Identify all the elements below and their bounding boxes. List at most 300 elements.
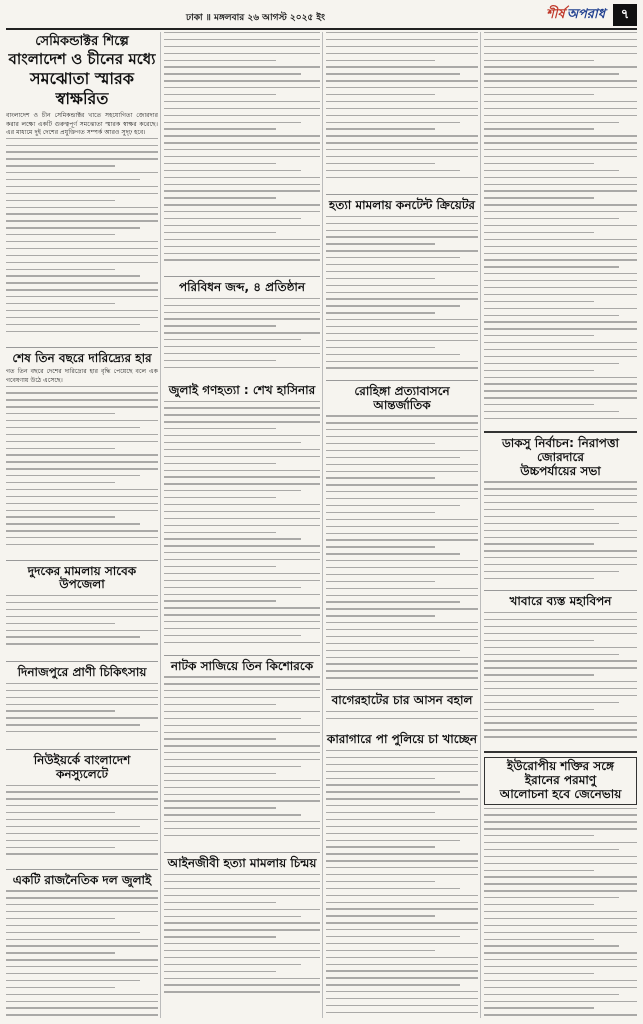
text-line [326, 367, 478, 368]
text-line [6, 911, 158, 912]
text-line [164, 197, 276, 198]
text-line [6, 952, 115, 953]
text-line [326, 784, 478, 785]
text-line [6, 234, 115, 235]
text-line [484, 966, 637, 967]
text-line [164, 318, 320, 319]
text-line [164, 122, 301, 123]
text-line [326, 805, 478, 806]
text-line [326, 539, 478, 540]
text-line [326, 957, 478, 958]
text-line [484, 814, 637, 815]
text-line [6, 200, 115, 201]
text-line [326, 73, 460, 74]
text-line [164, 594, 320, 595]
text-line [164, 497, 276, 498]
text-line [326, 833, 478, 834]
story-newyork [6, 754, 158, 865]
text-line [326, 326, 478, 327]
text-line [6, 1014, 158, 1015]
text-line [484, 377, 637, 378]
text-line [326, 991, 478, 992]
text-line [6, 165, 115, 166]
headline-newyork: নিউইয়র্কে বাংলাদেশ কনস্যুলেটে [33, 752, 131, 781]
text-line [164, 745, 320, 746]
text-line [164, 490, 301, 491]
text-line [484, 660, 637, 661]
text-line [164, 312, 320, 313]
story-lawyer-case [164, 857, 320, 1004]
text-line [6, 331, 158, 332]
text-line [164, 978, 320, 979]
text-line [164, 518, 320, 519]
text-line [484, 736, 637, 737]
text-line [6, 523, 140, 524]
text-line [484, 904, 594, 905]
text-line [164, 787, 320, 788]
text-line [484, 190, 637, 191]
text-line [326, 177, 478, 178]
masthead [6, 4, 637, 30]
text-line [484, 571, 619, 572]
text-line [326, 135, 478, 136]
text-line [326, 243, 435, 244]
text-line [6, 151, 158, 152]
text-line [326, 264, 478, 265]
text-line [326, 236, 478, 237]
text-line [484, 523, 619, 524]
text-line [6, 207, 158, 208]
text-line [484, 60, 594, 61]
text-line [6, 448, 115, 449]
text-line [484, 170, 619, 171]
text-line [164, 163, 276, 164]
text-line [6, 1001, 158, 1002]
text-line [326, 108, 478, 109]
text-line [6, 683, 158, 684]
text-line [164, 32, 320, 33]
text-line [164, 332, 320, 333]
text-line [484, 1014, 637, 1015]
text-line [6, 496, 158, 497]
text-line [326, 53, 478, 54]
text-line [164, 156, 320, 157]
text-line [6, 324, 140, 325]
text-line [326, 750, 478, 751]
text-line [484, 266, 619, 267]
story-prison [326, 733, 478, 1018]
text-line [164, 414, 320, 415]
text-line [484, 280, 637, 281]
text-line [6, 697, 158, 698]
text-line [326, 677, 478, 678]
text-line [164, 435, 320, 436]
text-line [6, 616, 158, 617]
text-line [484, 808, 637, 809]
text-line [326, 477, 435, 478]
column-divider [480, 32, 481, 1018]
text-line [326, 650, 460, 651]
text-line [326, 950, 435, 951]
text-line [326, 491, 478, 492]
text-line [164, 683, 320, 684]
text-line [484, 225, 637, 226]
text-line [326, 778, 435, 779]
text-line [326, 798, 478, 799]
text-line [6, 805, 158, 806]
text-line [326, 422, 478, 423]
headline-semiconductor: সেমিকন্ডাক্টর শিল্পে বাংলাদেশ ও চীনের মধ্যে সমঝোতা স্মারক স্বাক্ষরিত [8, 34, 156, 108]
headline-teens: নাটক সাজিয়ে তিন কিশোরকে [170, 658, 314, 673]
text-line [6, 482, 115, 483]
headline-political-party: একটি রাজনৈতিক দল জুলাই [12, 872, 152, 887]
text-line [484, 925, 637, 926]
text-line [326, 595, 478, 596]
text-line [326, 663, 478, 664]
story-july [164, 384, 320, 651]
text-line [6, 220, 158, 221]
text-line [326, 66, 478, 67]
text-line [6, 461, 158, 462]
text-line [6, 310, 158, 311]
text-line [164, 828, 320, 829]
text-line [326, 984, 460, 985]
text-line [164, 80, 320, 81]
text-line [164, 929, 320, 930]
text-line [164, 964, 301, 965]
headline-rohingya: রোহিঙ্গা প্রত্যাবাসনে আন্তর্জাতিক [354, 383, 450, 412]
text-line [326, 163, 435, 164]
text-line [484, 647, 637, 648]
text-line [164, 149, 320, 150]
text-line [326, 546, 435, 547]
text-line [164, 101, 320, 102]
text-line [164, 204, 320, 205]
text-line [326, 80, 478, 81]
text-line [484, 543, 594, 544]
text-line [164, 449, 320, 450]
text-line [326, 230, 478, 231]
text-line [484, 911, 637, 912]
text-line [164, 766, 301, 767]
text-line [326, 970, 478, 971]
text-line [6, 269, 115, 270]
text-line [484, 918, 637, 919]
text-line [164, 525, 320, 526]
text-line [164, 115, 320, 116]
text-line [326, 305, 460, 306]
text-line [164, 407, 320, 408]
text-line [164, 580, 320, 581]
text-line [6, 717, 158, 718]
text-line [164, 532, 276, 533]
text-line [484, 342, 637, 343]
text-line [6, 945, 158, 946]
text-line [164, 346, 320, 347]
text-line [326, 853, 478, 854]
text-line [6, 282, 158, 283]
text-line [6, 255, 158, 256]
text-line [326, 846, 435, 847]
text-line [326, 39, 478, 40]
text-line [326, 361, 478, 362]
newspaper-logo [546, 6, 605, 24]
text-line [326, 128, 435, 129]
text-line [326, 902, 478, 903]
text-line [6, 826, 140, 827]
text-line [484, 184, 637, 185]
headline-dinajpur: দিনাজপুরে প্রাণী চিকিৎসায় [17, 665, 147, 680]
column-divider [160, 32, 161, 1018]
text-line [326, 826, 478, 827]
text-line [6, 939, 158, 940]
text-line [164, 971, 276, 972]
text-line [6, 724, 140, 725]
text-line [484, 488, 637, 489]
text-line [326, 608, 478, 609]
text-line [164, 676, 320, 677]
text-line [164, 922, 320, 923]
text-line [326, 519, 478, 520]
text-line [6, 853, 158, 854]
headline-iran: ইউরোপীয় শক্তির সঙ্গে ইরানের পরমাণু আলোচনা হবে জেনেভায় [484, 757, 637, 804]
story-semiconductor [6, 34, 158, 343]
text-line [326, 922, 478, 923]
story-murder-case [326, 199, 478, 376]
story-bagerhat [326, 694, 478, 729]
logo-part-1: শীর্ষ [546, 6, 565, 22]
text-line [484, 363, 619, 364]
text-line [484, 959, 637, 960]
text-line [6, 213, 158, 214]
text-line [484, 397, 637, 398]
text-line [326, 636, 478, 637]
text-line [164, 442, 301, 443]
column-1 [6, 32, 158, 1018]
text-line [326, 819, 478, 820]
text-line [326, 895, 478, 896]
body-text [326, 32, 478, 190]
text-line [484, 897, 619, 898]
text-line [6, 904, 158, 905]
text-line [326, 670, 478, 671]
text-line [6, 932, 140, 933]
text-line [164, 916, 301, 917]
text-line [6, 248, 158, 249]
text-line [164, 635, 301, 636]
text-line [6, 987, 115, 988]
text-line [164, 895, 320, 896]
text-line [6, 399, 158, 400]
text-line [484, 142, 637, 143]
text-line [164, 794, 320, 795]
text-line [6, 704, 158, 705]
body-text [6, 683, 158, 745]
text-line [164, 538, 301, 539]
text-line [6, 241, 158, 242]
text-line [484, 681, 637, 682]
text-line [484, 1001, 637, 1002]
story-rohingya [326, 385, 478, 686]
text-line [164, 909, 320, 910]
text-line [164, 738, 276, 739]
text-line [484, 94, 594, 95]
text-line [164, 704, 276, 705]
text-line [484, 1007, 594, 1008]
text-line [326, 464, 478, 465]
text-line [326, 285, 478, 286]
text-line [164, 190, 320, 191]
text-line [6, 303, 115, 304]
text-line [6, 172, 158, 173]
text-line [326, 929, 478, 930]
text-line [6, 468, 158, 469]
text-line [164, 483, 320, 484]
text-line [164, 246, 320, 247]
headline-lawyer-case: আইনজীবী হত্যা মামলায় চিন্ময় [167, 856, 317, 871]
text-line [164, 259, 320, 260]
text-line [484, 218, 619, 219]
text-line [484, 115, 637, 116]
text-line [484, 315, 619, 316]
body-text [326, 415, 478, 685]
text-line [326, 567, 478, 568]
text-line [164, 821, 320, 822]
text-line [164, 573, 320, 574]
text-line [326, 170, 460, 171]
text-line [326, 943, 478, 944]
text-line [484, 232, 594, 233]
text-line [164, 53, 320, 54]
text-line [326, 122, 460, 123]
text-line [326, 115, 478, 116]
text-line [484, 537, 637, 538]
text-line [6, 918, 115, 919]
headline-july: জুলাই গণহত্যা : শেখ হাসিনার [168, 382, 316, 397]
text-line [326, 615, 435, 616]
body-text [164, 874, 320, 1004]
text-line [164, 566, 276, 567]
body-text [6, 386, 158, 556]
body-text [164, 401, 320, 651]
story-food-mgmt [484, 595, 637, 747]
text-line [164, 814, 301, 815]
text-line [326, 553, 460, 554]
text-line [484, 321, 637, 322]
page-number: ৭ [613, 4, 637, 26]
body-text [326, 216, 478, 376]
text-line [484, 876, 637, 877]
body-text [326, 711, 478, 729]
text-line [484, 619, 637, 620]
text-line [484, 722, 637, 723]
text-line [484, 101, 637, 102]
text-line [484, 239, 637, 240]
text-line [484, 729, 637, 730]
text-line [484, 495, 637, 496]
text-line [164, 936, 276, 937]
text-line [6, 145, 158, 146]
text-line [326, 142, 478, 143]
text-line [326, 443, 435, 444]
text-line [164, 587, 301, 588]
text-line [6, 840, 158, 841]
text-line [484, 80, 637, 81]
text-line [484, 32, 637, 33]
text-line [484, 578, 594, 579]
text-line [6, 158, 158, 159]
text-line [164, 504, 320, 505]
text-line [164, 421, 320, 422]
text-line [6, 636, 140, 637]
text-line [6, 812, 115, 813]
text-line [484, 383, 637, 384]
text-line [326, 881, 435, 882]
text-line [484, 481, 637, 482]
text-line [6, 413, 115, 414]
text-line [164, 732, 320, 733]
text-line [326, 581, 435, 582]
text-line [326, 915, 435, 916]
text-line [484, 883, 637, 884]
text-line [164, 621, 320, 622]
text-line [164, 476, 320, 477]
text-line [484, 273, 637, 274]
text-line [326, 32, 478, 33]
text-line [326, 764, 478, 765]
text-line [326, 312, 435, 313]
text-line [164, 135, 320, 136]
text-line [326, 512, 435, 513]
text-line [484, 667, 637, 668]
text-line [164, 94, 276, 95]
text-line [484, 688, 637, 689]
text-line [326, 867, 478, 868]
text-line [164, 545, 320, 546]
text-line [484, 849, 619, 850]
column-3 [326, 32, 478, 1018]
text-line [164, 401, 320, 402]
text-line [164, 773, 276, 774]
text-line [6, 516, 115, 517]
text-line [6, 994, 158, 995]
text-line [484, 564, 637, 565]
text-line [326, 271, 478, 272]
text-line [164, 807, 276, 808]
text-line [164, 718, 301, 719]
headline-prison: কারাগারে পা পুলিয়ে চা খাচ্ছেন [326, 732, 478, 747]
text-line [326, 429, 478, 430]
dateline: ঢাকা ॥ মঙ্গলবার ২৬ আগস্ট ২০২৫ ইং [186, 13, 325, 23]
text-line [326, 574, 478, 575]
text-line [164, 759, 320, 760]
body-text [484, 808, 637, 1018]
text-line [484, 530, 637, 531]
text-line [484, 253, 637, 254]
body-text [484, 32, 637, 427]
text-line [484, 128, 594, 129]
text-line [484, 612, 637, 613]
text-line [484, 863, 637, 864]
headline-food-mgmt: খাবারে ব্যস্ত মহাবিপন [509, 594, 612, 609]
text-line [326, 257, 460, 258]
text-line [164, 874, 320, 875]
headline-former-upazila: দুদকের মামলায় সাবেক উপজেলা [27, 563, 137, 592]
text-line [484, 246, 637, 247]
text-line [484, 640, 594, 641]
column-4 [484, 32, 637, 1018]
text-line [484, 695, 637, 696]
